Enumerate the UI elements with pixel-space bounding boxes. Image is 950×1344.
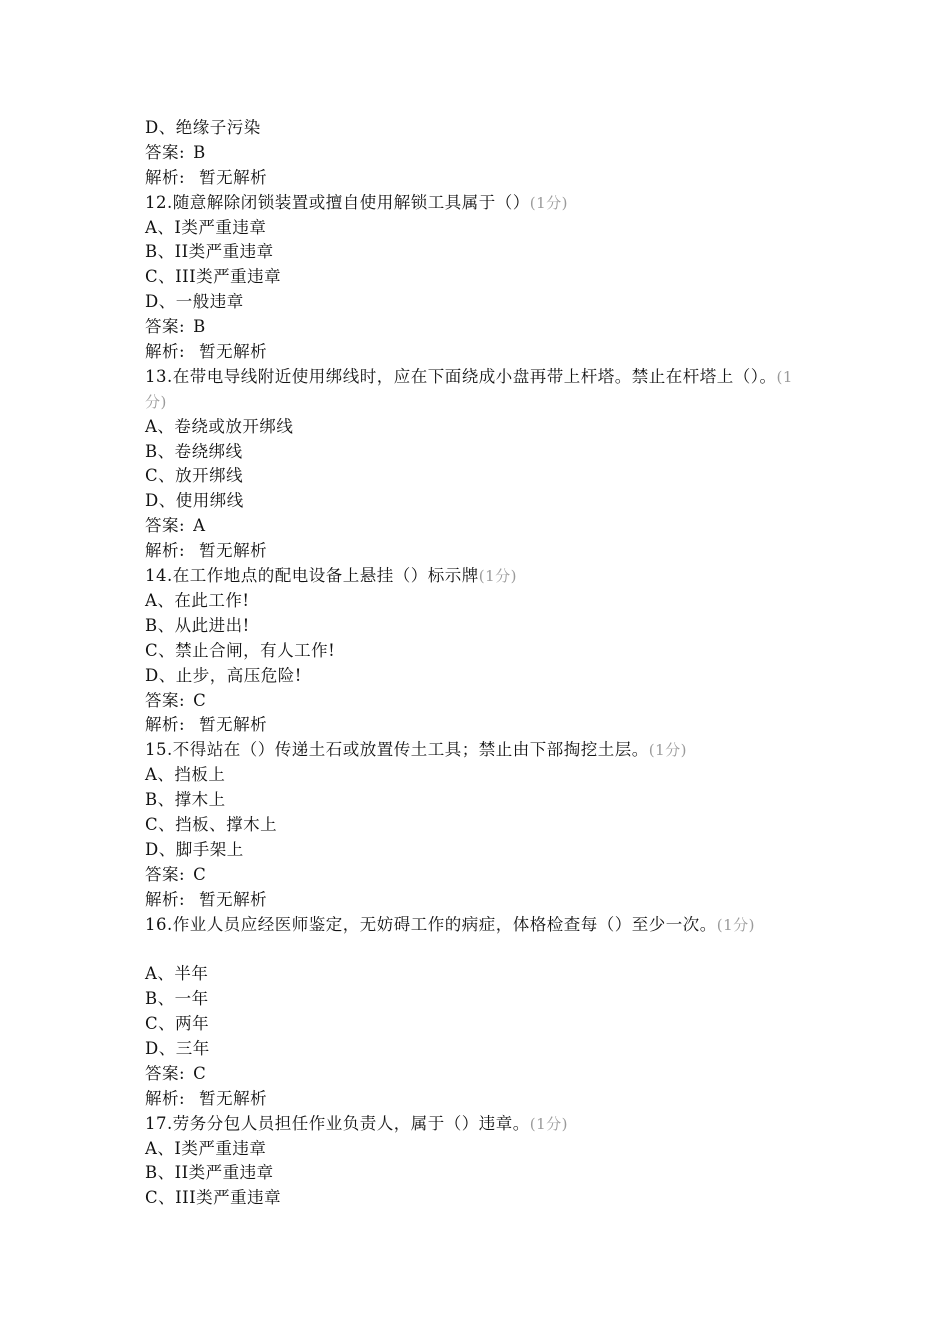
question-text: 16.作业人员应经医师鉴定，无妨碍工作的病症，体格检查每（）至少一次。 [145, 914, 717, 934]
question-stem [145, 365, 810, 415]
answer-label: 答案: [145, 864, 186, 884]
answer-value: B [193, 317, 206, 337]
analysis-label: 解析: [145, 1088, 186, 1108]
analysis-value: 暂无解析 [199, 715, 268, 735]
analysis-value: 暂无解析 [199, 541, 268, 561]
question-score: (1分) [145, 367, 793, 411]
answer-line [145, 689, 810, 714]
question-text: 14.在工作地点的配电设备上悬挂（）标示牌 [145, 566, 479, 586]
option-item: A、I类严重违章 [145, 1138, 267, 1158]
option-item: D、使用绑线 [145, 491, 244, 511]
option-item: D、脚手架上 [145, 839, 244, 859]
answer-label: 答案: [145, 317, 186, 337]
option-item: D、一般违章 [145, 292, 244, 312]
option-item: B、II类严重违章 [145, 242, 274, 262]
option-item: A、半年 [145, 964, 209, 984]
analysis-line [145, 539, 810, 564]
answer-line [145, 315, 810, 340]
analysis-label: 解析: [145, 167, 186, 187]
document-page [145, 116, 810, 1211]
question-text: 13.在带电导线附近使用绑线时，应在下面绕成小盘再带上杆塔。禁止在杆塔上（）。 [145, 366, 777, 386]
answer-value: A [193, 516, 206, 536]
analysis-line [145, 888, 810, 913]
answer-line [145, 141, 810, 166]
option-item: C、挡板、撑木上 [145, 814, 278, 834]
question-stem [145, 191, 810, 216]
option-item: A、挡板上 [145, 765, 226, 785]
option-item: B、撑木上 [145, 790, 226, 810]
analysis-value: 暂无解析 [199, 1088, 268, 1108]
question-score: (1分) [478, 567, 517, 586]
analysis-line [145, 1087, 810, 1112]
answer-line [145, 514, 810, 539]
question-score: (1分) [529, 1114, 568, 1133]
analysis-label: 解析: [145, 889, 186, 909]
question-text: 15.不得站在（）传递土石或放置传土工具；禁止由下部掏挖土层。 [145, 740, 649, 760]
analysis-line [145, 166, 810, 191]
question-score: (1分) [529, 193, 568, 212]
option-item: B、从此进出! [145, 615, 250, 635]
question-stem [145, 564, 810, 589]
answer-value: C [193, 690, 207, 710]
answer-label: 答案: [145, 1063, 186, 1083]
question-text: 12.随意解除闭锁装置或擅自使用解锁工具属于（） [145, 192, 530, 212]
question-stem [145, 913, 810, 963]
answer-label: 答案: [145, 516, 186, 536]
analysis-label: 解析: [145, 715, 186, 735]
option-item: B、II类严重违章 [145, 1163, 274, 1183]
option-item: A、卷绕或放开绑线 [145, 416, 294, 436]
analysis-value: 暂无解析 [199, 342, 268, 362]
analysis-line [145, 340, 810, 365]
option-item: C、III类严重违章 [145, 1188, 282, 1208]
answer-value: C [193, 864, 207, 884]
question-score: (1分) [716, 915, 755, 934]
question-stem [145, 738, 810, 763]
option-item: C、III类严重违章 [145, 267, 282, 287]
question-score: (1分) [648, 741, 687, 760]
option-item: C、禁止合闸，有人工作! [145, 640, 336, 660]
option-item: C、放开绑线 [145, 466, 244, 486]
option-item: D、三年 [145, 1038, 210, 1058]
option-item: C、两年 [145, 1014, 210, 1034]
option-item: D、止步，高压危险! [145, 665, 302, 685]
analysis-label: 解析: [145, 541, 186, 561]
analysis-value: 暂无解析 [199, 889, 268, 909]
answer-value: C [193, 1063, 207, 1083]
answer-label: 答案: [145, 690, 186, 710]
option-item: D、绝缘子污染 [145, 118, 261, 137]
question-text: 17.劳务分包人员担任作业负责人，属于（）违章。 [145, 1113, 530, 1133]
analysis-line [145, 713, 810, 738]
analysis-value: 暂无解析 [199, 167, 268, 187]
analysis-label: 解析: [145, 342, 186, 362]
answer-label: 答案: [145, 142, 186, 162]
answer-value: B [193, 142, 206, 162]
answer-line [145, 863, 810, 888]
question-stem [145, 1112, 810, 1137]
option-item: B、卷绕绑线 [145, 441, 243, 461]
answer-line [145, 1062, 810, 1087]
option-item: A、在此工作! [145, 590, 250, 610]
option-item: A、I类严重违章 [145, 217, 267, 237]
option-item: B、一年 [145, 989, 209, 1009]
